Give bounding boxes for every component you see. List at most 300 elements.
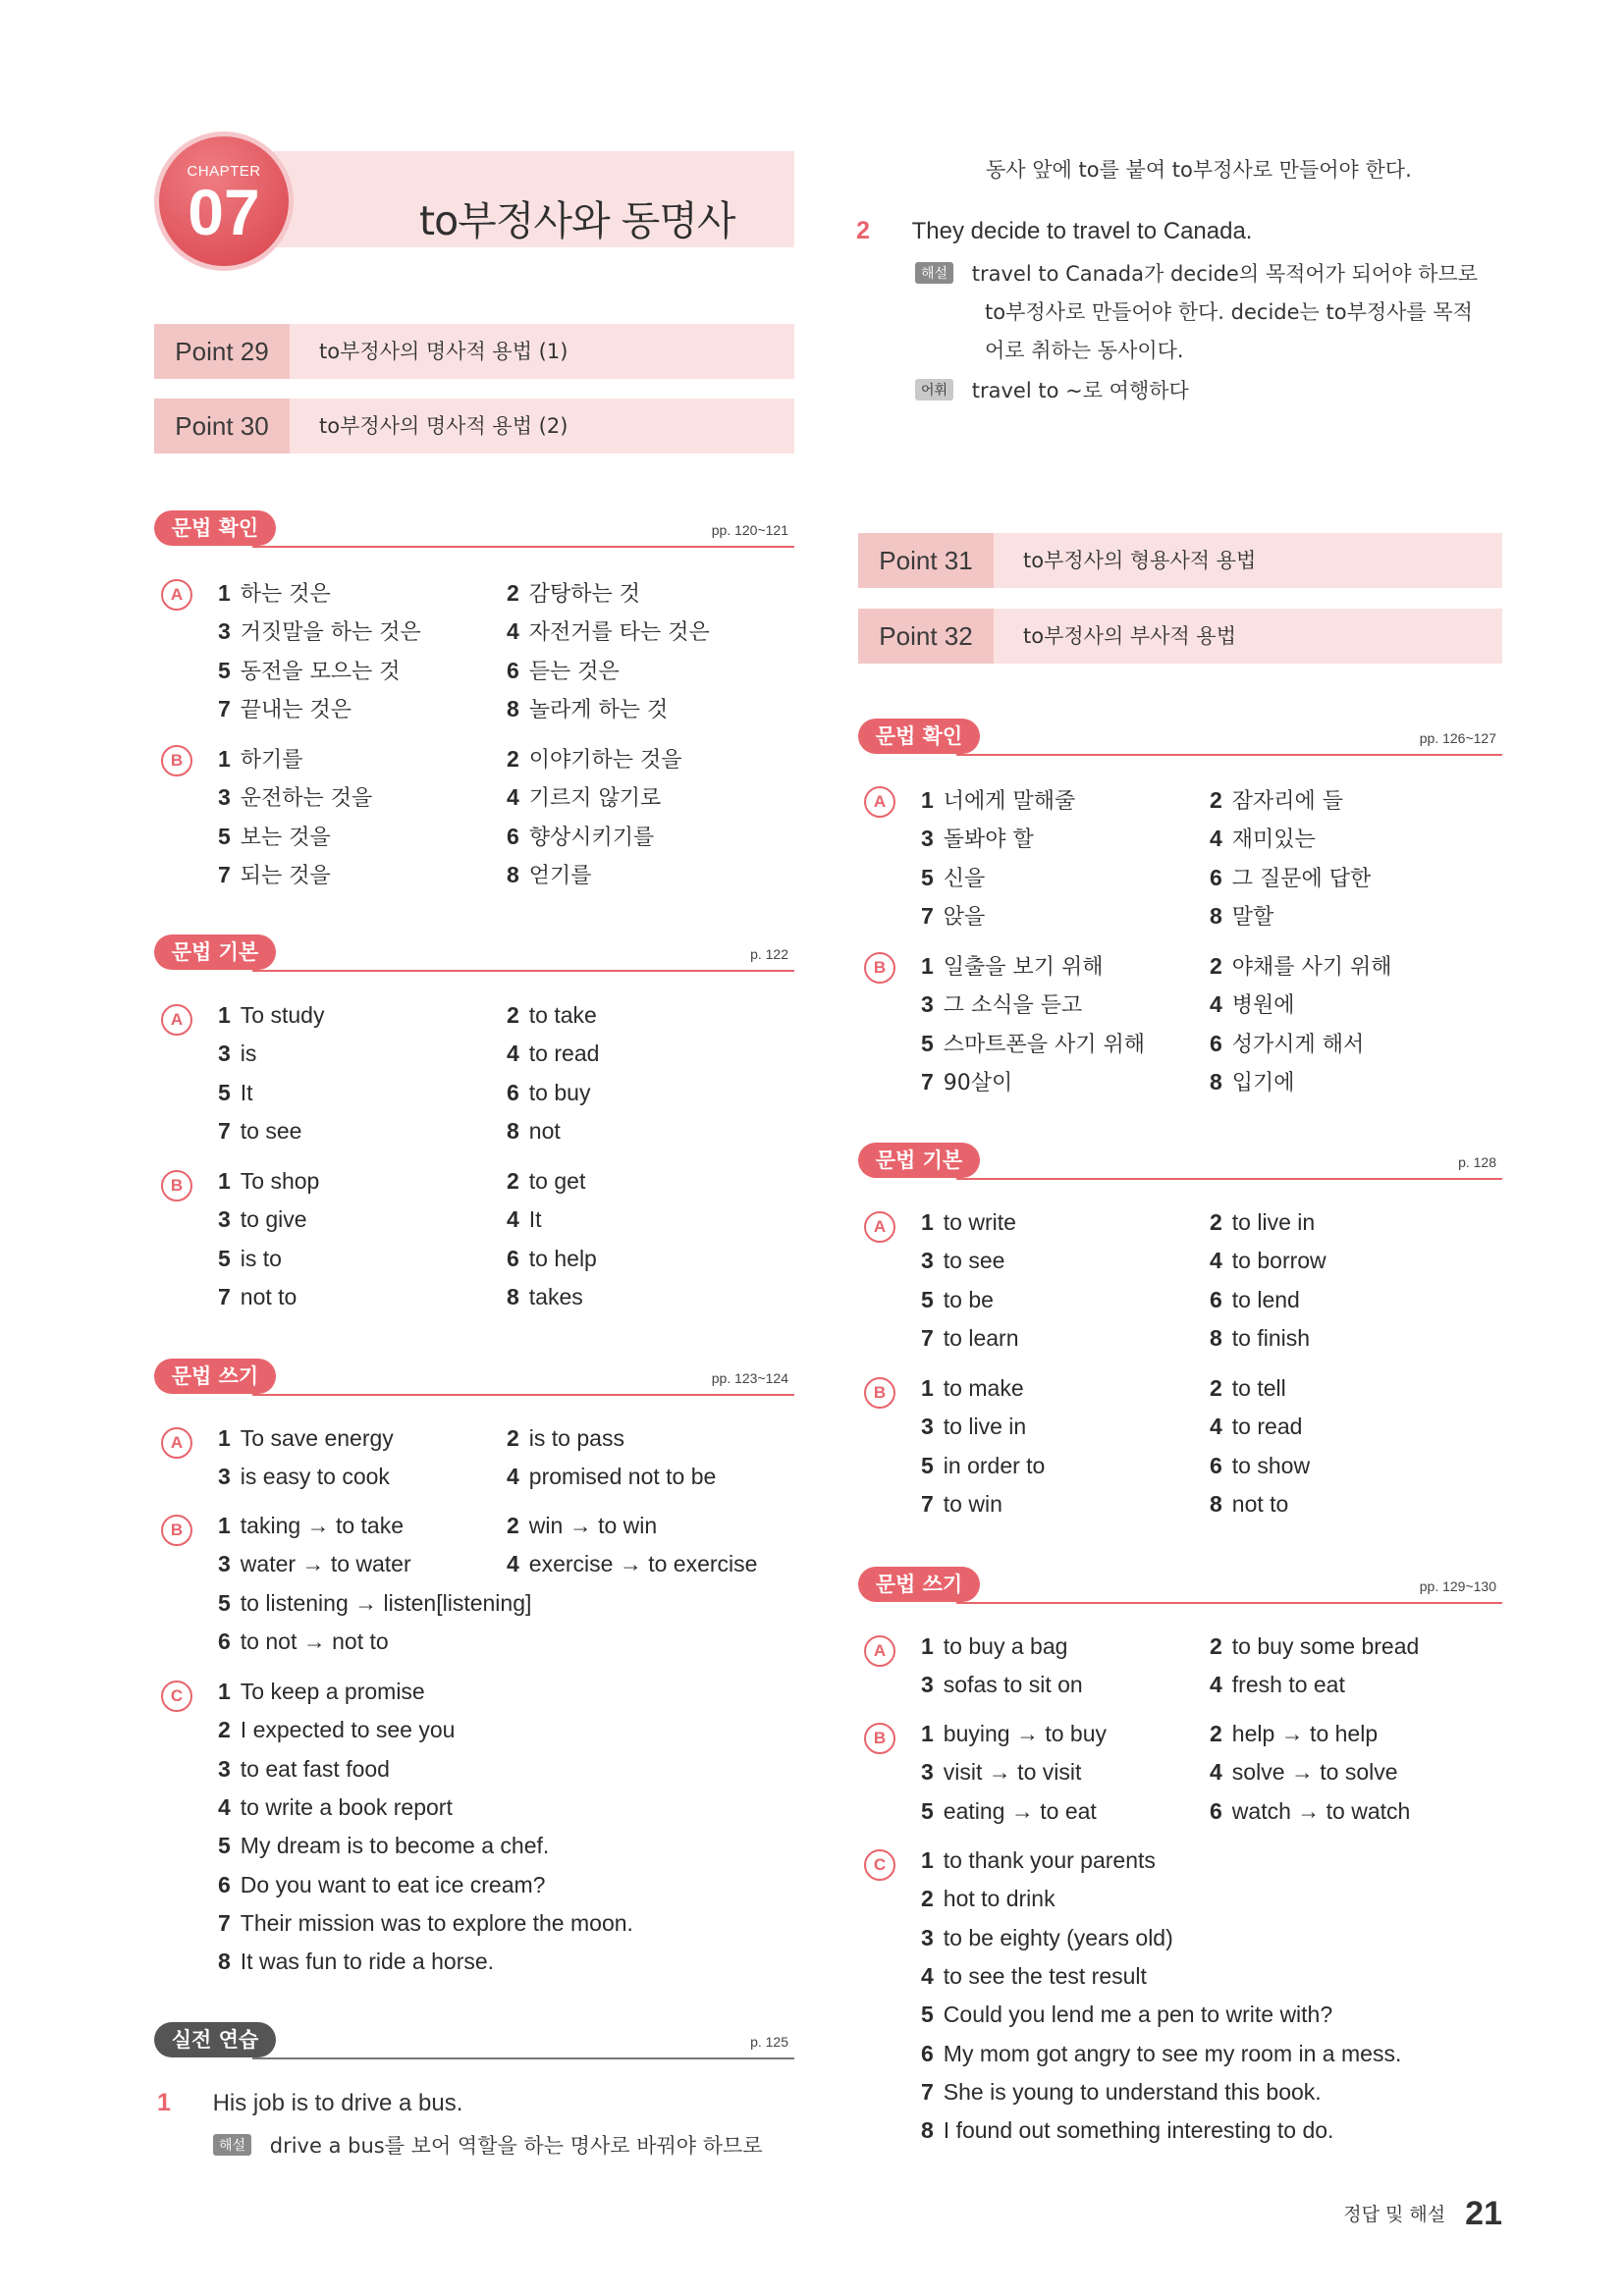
answer-text: 자전거를 타는 것은 [528, 620, 710, 646]
answer-text: 90살이 [943, 1070, 1013, 1095]
answer-item [507, 781, 661, 812]
answer-item [1210, 1066, 1295, 1096]
answer-number: 8 [507, 1117, 519, 1144]
answer-text: help → to help [1231, 1721, 1379, 1746]
answer-text: Do you want to eat ice cream? [240, 1871, 546, 1897]
answer-number: 1 [921, 953, 934, 979]
explanation-tag: 해설 [915, 262, 953, 284]
answer-item [921, 900, 985, 931]
question-2 [856, 217, 1252, 245]
chapter-title: to부정사와 동명사 [419, 197, 735, 244]
group-letter-b: B [161, 745, 192, 776]
answer-text: water → to water [240, 1551, 411, 1577]
answer-item [218, 1464, 390, 1490]
answer-text: I found out something interesting to do. [943, 2117, 1334, 2144]
answer-text: It [240, 1079, 253, 1105]
explanation-tag: 해설 [213, 2134, 251, 2156]
answer-item [507, 1206, 542, 1233]
answer-item [218, 693, 352, 723]
answer-text: 듣는 것은 [528, 659, 620, 684]
answer-text: to give [240, 1206, 307, 1233]
answer-number: 1 [218, 746, 231, 772]
section-rule [252, 1394, 794, 1396]
answer-number: 5 [218, 1589, 231, 1616]
answer-text: to not → not to [240, 1628, 389, 1654]
explanation-text: 어로 취하는 동사이다. [985, 339, 1184, 362]
answer-text: 거짓말을 하는 것은 [240, 620, 421, 646]
question-answer: His job is to drive a bus. [212, 2090, 463, 2116]
section-header [858, 1143, 1502, 1182]
answer-text: 너에게 말해줄 [943, 789, 1076, 814]
answer-number: 2 [507, 1002, 519, 1028]
answer-text: 끝내는 것은 [240, 697, 352, 722]
answer-item [1210, 1414, 1302, 1440]
answer-number: 7 [921, 2078, 934, 2105]
answer-item [921, 1721, 1107, 1747]
answer-item [1210, 1633, 1419, 1660]
answer-number: 7 [218, 1909, 231, 1936]
section-pages: pp. 120~121 [711, 522, 788, 538]
answer-item [1210, 1759, 1398, 1786]
answer-number: 4 [507, 618, 519, 645]
answer-item [507, 577, 640, 608]
answer-item [921, 1759, 1081, 1786]
answer-text: to write [943, 1209, 1016, 1235]
answer-item [218, 1206, 307, 1233]
answer-number: 2 [507, 746, 519, 772]
answer-text: 성가시게 해서 [1231, 1032, 1365, 1057]
answer-text: 운전하는 것을 [240, 786, 373, 812]
answer-item [1210, 862, 1371, 892]
answer-text: To shop [240, 1168, 320, 1194]
section-title: 문법 쓰기 [858, 1567, 980, 1602]
answer-item [218, 1910, 633, 1937]
answer-number: 6 [1210, 864, 1222, 890]
answer-text: 돌봐야 할 [943, 828, 1034, 853]
answer-item [218, 1080, 253, 1106]
answer-text: My dream is to become a chef. [240, 1833, 550, 1859]
answer-text: It [528, 1206, 542, 1233]
answer-number: 1 [218, 1679, 231, 1704]
answer-text: to thank your parents [943, 1847, 1156, 1873]
answer-number: 5 [921, 2002, 934, 2028]
answer-text: It was fun to ride a horse. [240, 1949, 495, 1975]
answer-text: to finish [1231, 1324, 1311, 1351]
answer-text: 동전을 모으는 것 [240, 659, 401, 684]
section-title: 문법 기본 [858, 1143, 980, 1178]
answer-number: 8 [1210, 1490, 1222, 1517]
answer-text: She is young to understand this book. [943, 2078, 1322, 2105]
answer-text: 놀라게 하는 것 [528, 697, 669, 722]
answer-item [507, 1551, 757, 1577]
group-letter-b: B [864, 1377, 895, 1409]
answer-text: To save energy [240, 1425, 394, 1451]
answer-item [921, 1325, 1019, 1352]
answer-text: buying → to buy [943, 1721, 1108, 1746]
answer-number: 2 [921, 1886, 934, 1912]
section-pages: pp. 129~130 [1419, 1578, 1496, 1594]
point-bar-31 [858, 533, 1502, 588]
answer-item [218, 1551, 411, 1577]
answer-text: 하기를 [240, 748, 303, 773]
answer-item [921, 1963, 1147, 1990]
footer-label: 정답 및 해설 [1343, 2204, 1446, 2225]
answer-item [921, 823, 1034, 853]
answer-text: to see [943, 1248, 1005, 1274]
answer-text: Could you lend me a pen to write with? [943, 2002, 1333, 2028]
answer-text: 재미있는 [1231, 828, 1316, 853]
section-pages: pp. 123~124 [711, 1370, 788, 1386]
answer-number: 6 [218, 1871, 231, 1897]
chapter-header [154, 132, 794, 249]
answer-text: 얻기를 [528, 863, 592, 888]
group-letter-a: A [161, 1004, 192, 1036]
section-title: 문법 쓰기 [154, 1359, 276, 1394]
answer-text: is [240, 1041, 257, 1067]
answer-number: 7 [921, 1324, 934, 1351]
answer-text: exercise → to exercise [528, 1551, 758, 1577]
answer-item [507, 743, 682, 774]
answer-item [218, 1041, 256, 1067]
section-pages: p. 122 [750, 946, 788, 962]
answer-number: 8 [507, 1283, 519, 1309]
answer-text: not to [240, 1283, 298, 1309]
answer-number: 3 [921, 1414, 934, 1440]
answer-number: 2 [1210, 1721, 1222, 1746]
section-header [154, 510, 794, 550]
answer-number: 6 [507, 1245, 519, 1271]
answer-item [218, 1949, 494, 1975]
explanation-text: travel to Canada가 decide의 목적어가 되어야 하므로 [971, 262, 1479, 286]
answer-number: 3 [218, 1041, 231, 1067]
answer-number: 4 [507, 1464, 519, 1490]
answer-text: to be [943, 1286, 994, 1312]
answer-number: 6 [921, 2040, 934, 2066]
answer-item [507, 859, 592, 889]
answer-item [1210, 950, 1392, 981]
question-number: 1 [157, 2089, 171, 2116]
answer-item [218, 1246, 282, 1272]
section-rule [252, 2057, 794, 2059]
answer-item [218, 1425, 394, 1452]
chapter-title-band [252, 151, 794, 247]
answer-number: 8 [921, 2117, 934, 2144]
answer-text: 신을 [943, 866, 986, 891]
answer-item [507, 1464, 716, 1490]
answer-text: fresh to eat [1231, 1672, 1345, 1698]
point-title: to부정사의 명사적 용법 (1) [319, 340, 568, 363]
answer-text: sofas to sit on [943, 1672, 1083, 1698]
answer-item [921, 1209, 1016, 1236]
answer-item [1210, 988, 1295, 1019]
answer-item [1210, 1672, 1345, 1698]
answer-item [921, 1633, 1067, 1660]
point-title: to부정사의 명사적 용법 (2) [319, 414, 568, 438]
answer-number: 3 [218, 784, 231, 811]
answer-item [218, 1756, 390, 1783]
answer-item [218, 859, 331, 889]
answer-number: 4 [507, 784, 519, 811]
answer-text: 야채를 사기 위해 [1231, 955, 1392, 980]
answer-number: 3 [218, 1464, 231, 1490]
answer-item [921, 1847, 1156, 1874]
answer-text: is to pass [528, 1425, 624, 1451]
answer-text: to buy [528, 1079, 591, 1105]
answer-text: to get [528, 1168, 586, 1194]
answer-item [921, 1375, 1024, 1402]
answer-item [218, 1118, 301, 1145]
answer-number: 7 [218, 695, 231, 721]
answer-number: 1 [921, 1209, 934, 1235]
vocab-tag: 어휘 [915, 379, 953, 400]
answer-text: promised not to be [528, 1464, 717, 1490]
answer-text: is easy to cook [240, 1464, 390, 1490]
answer-item [921, 1491, 1002, 1518]
answer-number: 2 [507, 1513, 519, 1538]
point-title: to부정사의 부사적 용법 [1023, 624, 1237, 648]
answer-text: 일출을 보기 위해 [943, 955, 1104, 980]
question-1 [157, 2089, 462, 2117]
section-pages: p. 128 [1458, 1154, 1496, 1170]
answer-number: 3 [218, 618, 231, 645]
answer-number: 1 [218, 1513, 231, 1538]
vocab-text: travel to ~로 여행하다 [971, 379, 1189, 402]
vocab-line [915, 375, 1189, 404]
answer-item [218, 1629, 389, 1655]
point-label: Point 30 [154, 399, 290, 454]
answer-item [921, 1414, 1026, 1440]
answer-number: 1 [921, 1721, 934, 1746]
answer-number: 1 [921, 1847, 934, 1873]
section-rule [252, 970, 794, 972]
answer-number: 1 [218, 1425, 231, 1451]
answer-text: 잠자리에 들 [1231, 789, 1344, 814]
answer-number: 5 [218, 823, 231, 849]
answer-text: to show [1231, 1452, 1311, 1478]
group-letter-b: B [161, 1515, 192, 1546]
answer-text: takes [528, 1283, 583, 1309]
answer-number: 3 [218, 1206, 231, 1233]
answer-number: 6 [507, 1079, 519, 1105]
answer-item [218, 1002, 324, 1029]
answer-number: 6 [1210, 1030, 1222, 1056]
section-pages: pp. 126~127 [1419, 730, 1496, 746]
section-header [154, 934, 794, 974]
answer-item [507, 655, 620, 685]
answer-number: 1 [921, 1375, 934, 1401]
answer-text: to buy some bread [1231, 1633, 1420, 1659]
section-rule [956, 754, 1502, 756]
answer-text: to help [528, 1245, 597, 1271]
answer-item [1210, 1325, 1310, 1352]
answer-text: 병원에 [1231, 993, 1295, 1019]
answer-item [921, 2041, 1401, 2067]
group-letter-b: B [864, 952, 895, 984]
answer-text: 보는 것을 [240, 825, 331, 850]
answer-item [218, 1513, 404, 1539]
group-letter-a: A [864, 1635, 895, 1667]
group-letter-b: B [161, 1170, 192, 1201]
section-header [858, 1567, 1502, 1606]
answer-text: to live in [1231, 1209, 1316, 1235]
answer-item [507, 1246, 597, 1272]
answer-number: 7 [921, 1490, 934, 1517]
answer-text: to tell [1231, 1375, 1286, 1401]
answer-text: 그 질문에 답한 [1231, 866, 1372, 891]
answer-text: 말할 [1231, 904, 1274, 930]
answer-text: 입기에 [1231, 1070, 1295, 1095]
answer-item [218, 655, 401, 685]
answer-item [1210, 1798, 1410, 1825]
answer-number: 6 [218, 1628, 231, 1654]
answer-number: 7 [921, 1068, 934, 1095]
point-bar-29 [154, 324, 794, 379]
answer-number: 2 [218, 1717, 231, 1743]
answer-text: to write a book report [240, 1793, 453, 1820]
section-rule [956, 1602, 1502, 1604]
answer-number: 4 [1210, 826, 1222, 852]
answer-item [218, 1833, 549, 1859]
answer-number: 4 [507, 1206, 519, 1233]
answer-number: 4 [218, 1793, 231, 1820]
answer-text: to be eighty (years old) [943, 1924, 1173, 1950]
answer-text: to lend [1231, 1286, 1300, 1312]
group-letter-a: A [864, 786, 895, 818]
answer-number: 6 [507, 823, 519, 849]
answer-text: to win [943, 1490, 1002, 1517]
answer-text: taking → to take [240, 1513, 404, 1538]
answer-number: 5 [218, 1833, 231, 1859]
answer-item [218, 577, 331, 608]
answer-text: in order to [943, 1452, 1046, 1478]
point-title: to부정사의 형용사적 용법 [1023, 549, 1257, 572]
explanation-line [915, 258, 1478, 288]
section-rule [252, 546, 794, 548]
answer-number: 4 [1210, 1672, 1222, 1698]
chapter-badge [154, 132, 294, 271]
answer-number: 7 [218, 1283, 231, 1309]
answer-item [921, 862, 985, 892]
answer-number: 8 [218, 1949, 231, 1975]
answer-number: 4 [1210, 991, 1222, 1018]
answer-number: 4 [1210, 1414, 1222, 1440]
answer-item [1210, 1453, 1310, 1479]
answer-text: My mom got angry to see my room in a mess. [943, 2040, 1402, 2066]
answer-text: 향상시키기를 [528, 825, 655, 850]
answer-item [218, 615, 421, 646]
explanation-continued: 동사 앞에 to를 붙여 to부정사로 만들어야 한다. [986, 158, 1412, 182]
answer-item [921, 784, 1075, 815]
answer-number: 1 [921, 1633, 934, 1659]
answer-number: 3 [218, 1755, 231, 1782]
section-title: 문법 확인 [154, 510, 276, 546]
answer-text: 감탕하는 것 [528, 582, 641, 607]
answer-text: 스마트폰을 사기 위해 [943, 1032, 1146, 1057]
answer-item [921, 1886, 1056, 1912]
answer-item [1210, 1287, 1300, 1313]
answer-number: 6 [1210, 1286, 1222, 1312]
answer-number: 2 [507, 1168, 519, 1194]
answer-item [507, 821, 654, 851]
answer-text: to eat fast food [240, 1755, 390, 1782]
answer-text: I expected to see you [240, 1717, 456, 1743]
answer-number: 4 [1210, 1759, 1222, 1786]
answer-number: 2 [507, 580, 519, 606]
answer-text: win → to win [528, 1513, 658, 1538]
answer-item [1210, 823, 1316, 853]
group-letter-a: A [864, 1211, 895, 1243]
answer-item [921, 1925, 1173, 1951]
point-bar-30 [154, 399, 794, 454]
answer-item [218, 1168, 319, 1195]
answer-item [921, 1287, 994, 1313]
answer-number: 5 [921, 1030, 934, 1056]
answer-number: 7 [921, 902, 934, 929]
group-letter-b: B [864, 1723, 895, 1754]
answer-item [507, 693, 668, 723]
answer-item [921, 2079, 1322, 2106]
answer-item [507, 1080, 590, 1106]
page-footer [1343, 2195, 1502, 2233]
answer-number: 7 [218, 861, 231, 887]
answer-item [218, 1284, 297, 1310]
answer-item [921, 1798, 1097, 1825]
answer-number: 3 [218, 1551, 231, 1577]
answer-item [218, 743, 303, 774]
explanation-text: to부정사로 만들어야 한다. decide는 to부정사를 목적 [985, 300, 1473, 324]
answer-item [921, 2117, 1333, 2144]
answer-number: 1 [218, 1168, 231, 1194]
answer-text: 되는 것을 [240, 863, 331, 888]
answer-text: to read [528, 1041, 600, 1067]
answer-text: 앉을 [943, 904, 986, 930]
point-label: Point 31 [858, 533, 994, 588]
answer-number: 2 [1210, 1209, 1222, 1235]
answer-number: 8 [507, 861, 519, 887]
answer-item [1210, 1028, 1364, 1058]
answer-number: 6 [1210, 1452, 1222, 1478]
answer-number: 5 [218, 1245, 231, 1271]
section-rule [956, 1178, 1502, 1180]
answer-text: to borrow [1231, 1248, 1326, 1274]
answer-number: 5 [921, 1286, 934, 1312]
answer-number: 2 [1210, 953, 1222, 979]
answer-item [1210, 1491, 1288, 1518]
answer-text: to see [240, 1117, 302, 1144]
answer-item [507, 1118, 561, 1145]
answer-text: solve → to solve [1231, 1759, 1398, 1786]
group-letter-a: A [161, 1427, 192, 1459]
answer-item [921, 988, 1082, 1019]
answer-text: not [528, 1117, 561, 1144]
answer-number: 6 [507, 657, 519, 683]
answer-number: 8 [1210, 1324, 1222, 1351]
answer-item [507, 1041, 599, 1067]
answer-item [1210, 784, 1343, 815]
answer-item [507, 1425, 624, 1452]
chapter-word: CHAPTER [187, 163, 261, 180]
answer-number: 5 [921, 1797, 934, 1824]
answer-text: to see the test result [943, 1962, 1147, 1989]
answer-item [921, 1028, 1145, 1058]
point-label: Point 32 [858, 609, 994, 664]
section-pages: p. 125 [750, 2034, 788, 2050]
answer-number: 7 [218, 1117, 231, 1144]
answer-number: 5 [218, 657, 231, 683]
answer-number: 8 [507, 695, 519, 721]
answer-item [921, 1453, 1045, 1479]
answer-item [1210, 900, 1273, 931]
